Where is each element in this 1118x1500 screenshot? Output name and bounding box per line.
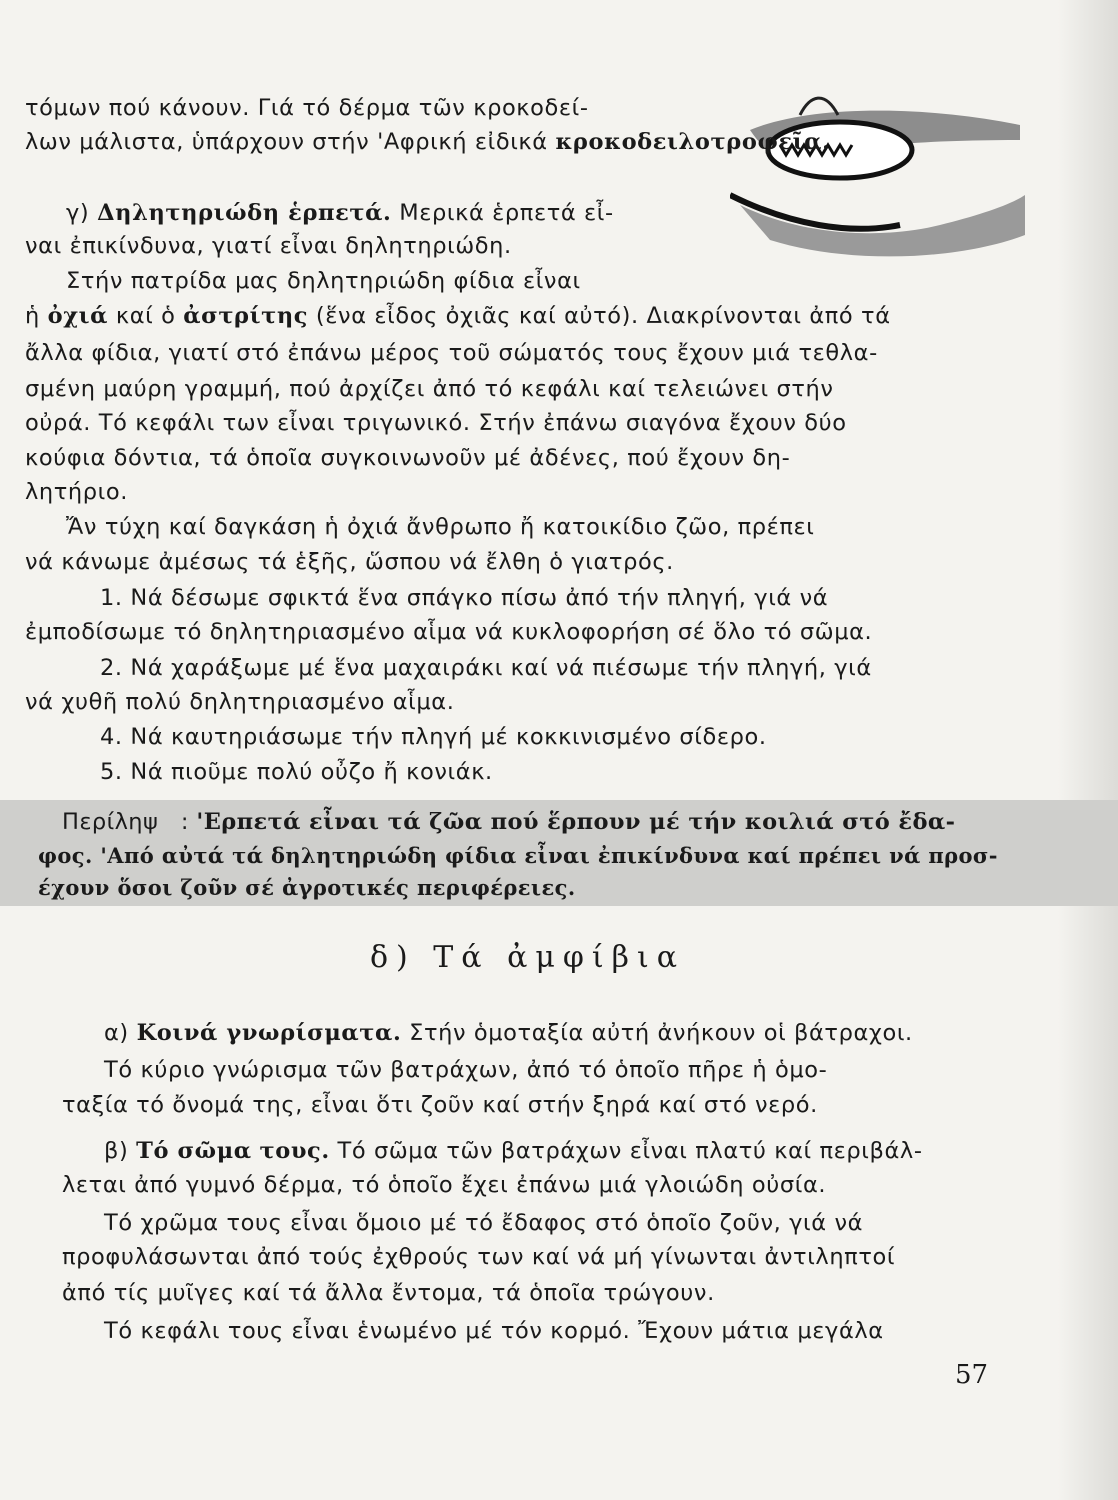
text-line: λεται ἀπό γυμνό δέρμα, τό ὁποῖο ἔχει ἐπάνω μιά γλοιώδη οὐσία. xyxy=(62,1172,827,1198)
bold-term: τους. xyxy=(259,1138,330,1164)
text-line: νά κάνωμε ἀμέσως τά ἑξῆς, ὥσπου νά ἔλθη ὁ γιατρός. xyxy=(25,549,674,575)
bold-term: ἀστρίτης xyxy=(183,303,309,329)
text-line: ἀπό τίς μυῖγες καί τά ἄλλα ἔντομα, τά ὁποῖα τρώγουν. xyxy=(62,1280,715,1306)
summary-box xyxy=(0,800,1118,906)
bold-term: Δηλητηριώδη ἑρπετά. xyxy=(97,200,392,226)
text-line: Τό κύριο γνώρισμα τῶν βατράχων, ἀπό τό ὁποῖο πῆρε ἡ ὁμο- xyxy=(104,1057,828,1083)
text-line: προφυλάσωνται ἀπό τούς ἐχθρούς των καί νά μή γίνωνται ἀντιληπτοί xyxy=(62,1244,896,1270)
text-line: ἄλλα φίδια, γιατί στό ἐπάνω μέρος τοῦ σώματός τους ἔχουν μιά τεθλα- xyxy=(25,340,878,366)
text-line: κούφια δόντια, τά ὁποῖα συγκοινωνοῦν μέ ἀδένες, πού ἔχουν δη- xyxy=(25,445,791,471)
bold-term: Τό σῶμα xyxy=(136,1138,252,1164)
bold-term: Κοινά γνωρίσματα. xyxy=(136,1020,402,1046)
page-number: 57 xyxy=(955,1360,989,1390)
crocodile-jaw-line xyxy=(730,195,900,229)
summary-label: Περίληψ : 'Ερπετά εἶναι τά ζῶα πού ἕρπουν μέ τήν κοιλιά στό ἔδα- xyxy=(62,809,956,835)
text-line: Στήν πατρίδα μας δηλητηριώδη φίδια εἶναι xyxy=(66,268,581,294)
list-item-4: 4. Νά καυτηριάσωμε τήν πληγή μέ κοκκινισμένο σίδερο. xyxy=(100,724,767,750)
text-line: γ) Δηλητηριώδη ἑρπετά. Μερικά ἑρπετά εἶ- xyxy=(66,200,614,226)
text-line: β) Τό σῶμα τους. Τό σῶμα τῶν βατράχων εἶναι πλατύ καί περιβάλ- xyxy=(104,1138,923,1164)
crocodile-head-illustration xyxy=(730,85,1030,275)
text-line: Τό κεφάλι τους εἶναι ἑνωμένο μέ τόν κορμό. Ἔχουν μάτια μεγάλα xyxy=(104,1318,884,1344)
text-line: νά χυθῆ πολύ δηλητηριασμένο αἷμα. xyxy=(25,689,455,715)
text-line: ναι ἐπικίνδυνα, γιατί εἶναι δηλητηριώδη. xyxy=(25,233,512,259)
section-title: δ) Τά ἀμφίβια xyxy=(370,940,685,975)
summary-line-3: έχουν ὅσοι ζοῦν σέ ἀγροτικές περιφέρειες. xyxy=(38,875,576,900)
text-line: τόμων πού κάνουν. Γιά τό δέρμα τῶν κροκοδεί- xyxy=(25,95,589,121)
summary-text: 'Ερπετά εἶναι τά ζῶα πού ἕρπουν μέ τήν κοιλιά στό ἔδα- xyxy=(196,809,956,835)
list-item-5: 5. Νά πιοῦμε πολύ οὖζο ἤ κονιάκ. xyxy=(100,759,493,785)
text-line: λων μάλιστα, ὑπάρχουν στήν 'Αφρική εἰδικά κροκοδειλοτροφεῖα. xyxy=(25,129,831,155)
text-line: οὐρά. Τό κεφάλι των εἶναι τριγωνικό. Στήν ἐπάνω σιαγόνα ἔχουν δύο xyxy=(25,410,847,436)
text-line: Ἄν τύχη καί δαγκάση ἡ ὀχιά ἄνθρωπο ἤ κατοικίδιο ζῶο, πρέπει xyxy=(66,514,815,540)
summary-line-2: φος. 'Από αὐτά τά δηλητηριώδη φίδια εἶναι ἐπικίνδυνα καί πρέπει νά προσ- xyxy=(38,843,998,868)
bold-term: κροκοδειλοτροφεῖα. xyxy=(555,129,831,155)
text-line: σμένη μαύρη γραμμή, πού ἀρχίζει ἀπό τό κεφάλι καί τελειώνει στήν xyxy=(25,376,834,402)
text-line: Τό χρῶμα τους εἶναι ὅμοιο μέ τό ἔδαφος στό ὁποῖο ζοῦν, γιά νά xyxy=(104,1210,864,1236)
text-line: ταξία τό ὄνομά της, εἶναι ὅτι ζοῦν καί στήν ξηρά καί στό νερό. xyxy=(62,1092,818,1118)
page-edge-shadow xyxy=(1058,0,1118,1500)
list-item-1: 1. Νά δέσωμε σφικτά ἕνα σπάγκο πίσω ἀπό τήν πληγή, γιά νά xyxy=(100,585,829,611)
text-line: ἐμποδίσωμε τό δηλητηριασμένο αἷμα νά κυκλοφορήση σέ ὅλο τό σῶμα. xyxy=(25,619,873,645)
bold-term: ὀχιά xyxy=(47,303,109,329)
text-line: λητήριο. xyxy=(25,479,128,505)
list-item-2: 2. Νά χαράξωμε μέ ἕνα μαχαιράκι καί νά πιέσωμε τήν πληγή, γιά xyxy=(100,655,872,681)
text-line: ἡ ὀχιά καί ὁ ἀστρίτης (ἕνα εἶδος ὀχιᾶς καί αὐτό). Διακρίνονται ἀπό τά xyxy=(25,303,891,329)
text-line: α) Κοινά γνωρίσματα. Στήν ὁμοταξία αὐτή ἀνήκουν οἱ βάτραχοι. xyxy=(104,1020,913,1046)
